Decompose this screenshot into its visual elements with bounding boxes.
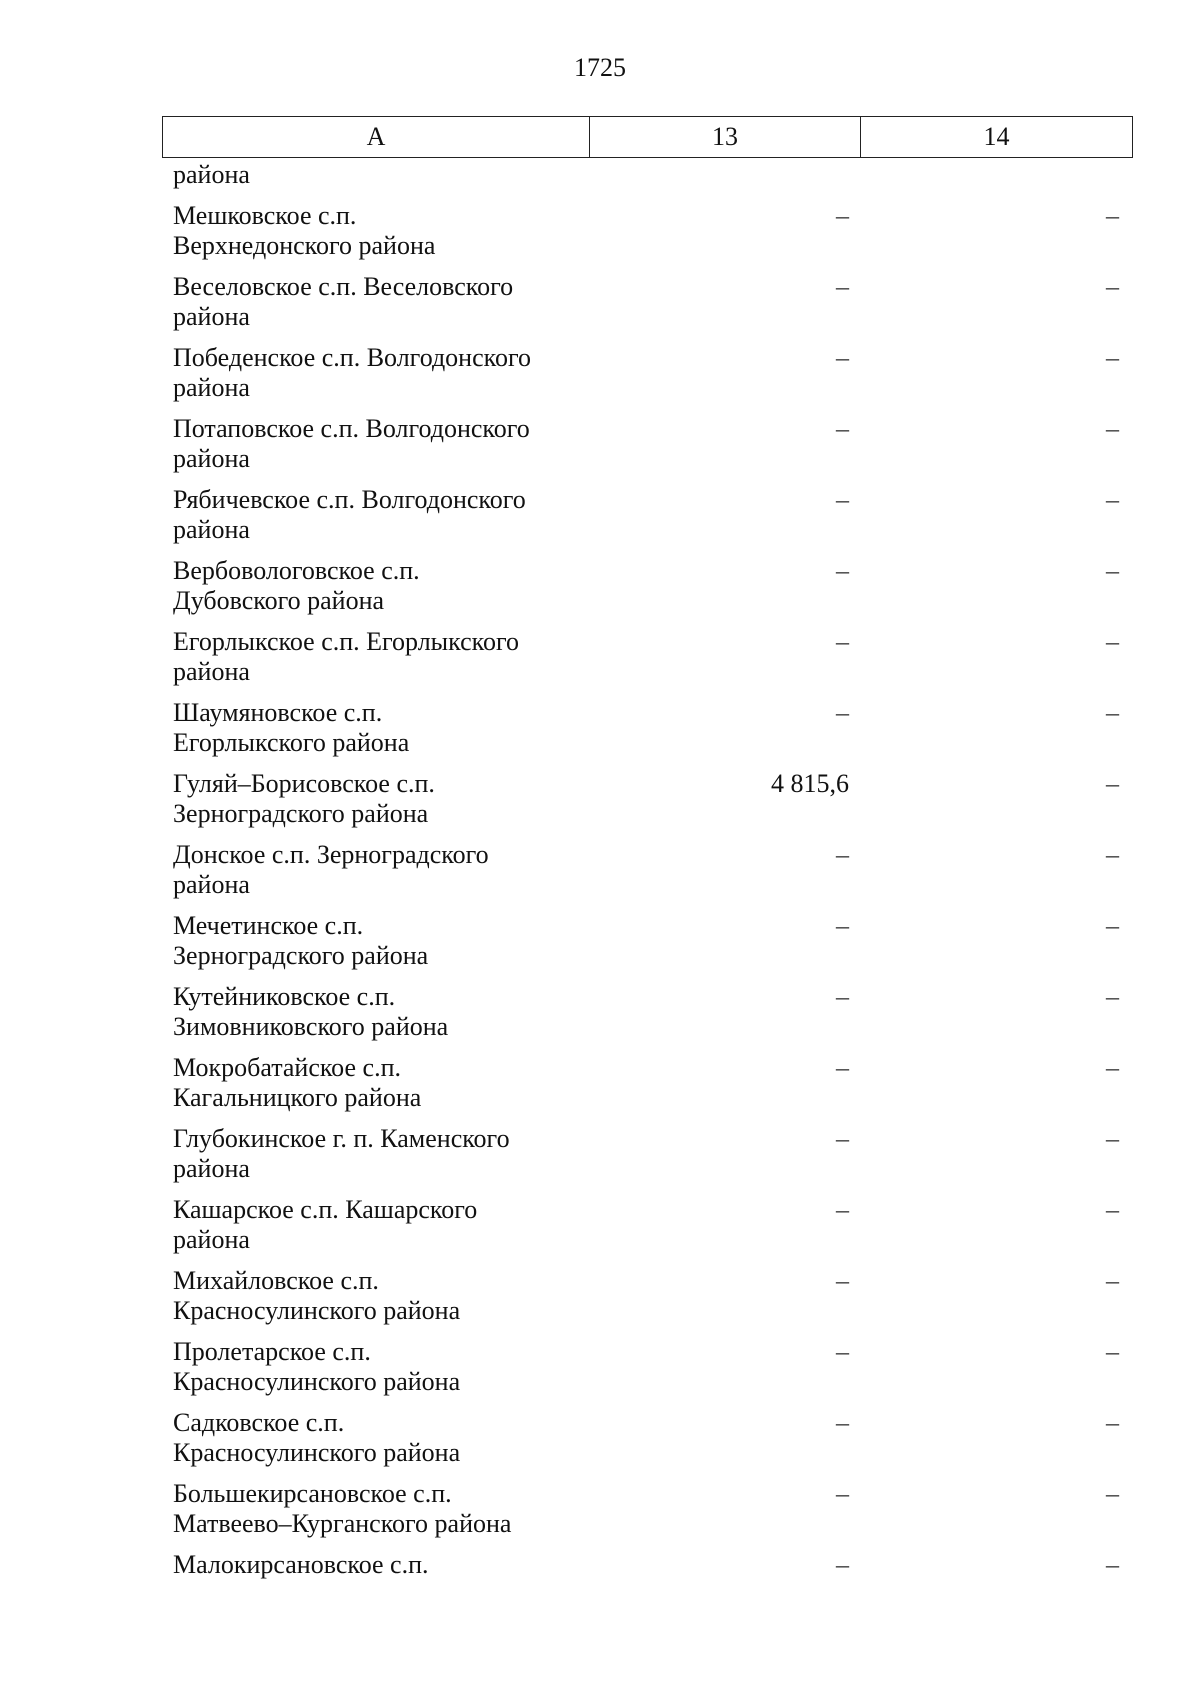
value-col-14: – (1106, 201, 1119, 230)
value-col-13: 4 815,6 (771, 769, 849, 798)
settlement-name-line-2: Зерноградского района (173, 941, 429, 970)
table-row (173, 1266, 1129, 1337)
table-row (173, 201, 1129, 272)
settlement-name-line-2: района (173, 515, 250, 544)
settlement-name-line-1: Глубокинское г. п. Каменского (173, 1124, 510, 1153)
header-col-a: А (163, 117, 590, 158)
value-col-13: – (836, 627, 849, 656)
table-row (173, 911, 1129, 982)
settlement-name-line-1: Михайловское с.п. (173, 1266, 379, 1295)
table-row (173, 769, 1129, 840)
settlement-name-line-2: Дубовского района (173, 586, 385, 615)
settlement-name-line-2: Красносулинского района (173, 1438, 461, 1467)
settlement-name-line-2: Красносулинского района (173, 1296, 461, 1325)
table-body (173, 201, 1129, 1621)
settlement-name-line-1: Веселовское с.п. Веселовского (173, 272, 514, 301)
table-row (173, 1195, 1129, 1266)
settlement-name-line-1: Вербовологовское с.п. (173, 556, 420, 585)
settlement-name-line-2: района (173, 302, 250, 331)
value-col-14: – (1106, 769, 1119, 798)
value-col-14: – (1106, 1408, 1119, 1437)
settlement-name-line-1: Садковское с.п. (173, 1408, 345, 1437)
value-col-13: – (836, 840, 849, 869)
settlement-name-line-2: Верхнедонского района (173, 231, 436, 260)
settlement-name-line-1: Победенское с.п. Волгодонского (173, 343, 531, 372)
settlement-name-line-1: Егорлыкское с.п. Егорлыкского (173, 627, 519, 656)
settlement-name-line-2: Егорлыкского района (173, 728, 410, 757)
settlement-name-line-1: Пролетарское с.п. (173, 1337, 371, 1366)
table-row (173, 414, 1129, 485)
value-col-13: – (836, 1408, 849, 1437)
table-row (173, 485, 1129, 556)
table-row (173, 840, 1129, 911)
value-col-13: – (836, 982, 849, 1011)
settlement-name-line-1: Мокробатайское с.п. (173, 1053, 401, 1082)
value-col-13: – (836, 1337, 849, 1366)
table-row (173, 556, 1129, 627)
value-col-14: – (1106, 982, 1119, 1011)
value-col-13: – (836, 556, 849, 585)
value-col-13: – (836, 1124, 849, 1153)
settlement-name-line-2: района (173, 444, 250, 473)
settlement-name-line-1: Потаповское с.п. Волгодонского (173, 414, 530, 443)
value-col-13: – (836, 343, 849, 372)
page-number: 1725 (574, 53, 626, 82)
table-row (173, 272, 1129, 343)
value-col-13: – (836, 201, 849, 230)
settlement-name-line-1: Донское с.п. Зерноградского (173, 840, 489, 869)
value-col-14: – (1106, 556, 1119, 585)
value-col-14: – (1106, 1337, 1119, 1366)
value-col-14: – (1106, 911, 1119, 940)
table-row (173, 698, 1129, 769)
continuation-text: района (173, 160, 250, 189)
value-col-13: – (836, 1195, 849, 1224)
settlement-name-line-2: Матвеево–Курганского района (173, 1509, 512, 1538)
table-row (173, 1053, 1129, 1124)
header-col-13: 13 (590, 117, 861, 158)
settlement-name-line-1: Малокирсановское с.п. (173, 1550, 429, 1579)
settlement-name-line-1: Кашарское с.п. Кашарского (173, 1195, 478, 1224)
value-col-13: – (836, 272, 849, 301)
settlement-name-line-2: района (173, 870, 250, 899)
table-row (173, 627, 1129, 698)
value-col-13: – (836, 1550, 849, 1579)
table-row (173, 982, 1129, 1053)
settlement-name-line-2: района (173, 373, 250, 402)
value-col-13: – (836, 1053, 849, 1082)
settlement-name-line-1: Шаумяновское с.п. (173, 698, 383, 727)
table-row (173, 1124, 1129, 1195)
table-row (173, 1479, 1129, 1550)
settlement-name-line-1: Рябичевское с.п. Волгодонского (173, 485, 526, 514)
value-col-14: – (1106, 698, 1119, 727)
settlement-name-line-2: Красносулинского района (173, 1367, 461, 1396)
value-col-13: – (836, 1266, 849, 1295)
value-col-14: – (1106, 272, 1119, 301)
value-col-13: – (836, 414, 849, 443)
table-header (162, 116, 1133, 158)
value-col-14: – (1106, 1053, 1119, 1082)
settlement-name-line-1: Большекирсановское с.п. (173, 1479, 452, 1508)
value-col-14: – (1106, 1479, 1119, 1508)
value-col-13: – (836, 911, 849, 940)
value-col-13: – (836, 698, 849, 727)
settlement-name-line-1: Мечетинское с.п. (173, 911, 364, 940)
settlement-name-line-1: Кутейниковское с.п. (173, 982, 396, 1011)
value-col-14: – (1106, 1550, 1119, 1579)
table-row (173, 343, 1129, 414)
table-row (173, 1408, 1129, 1479)
table-row (173, 1550, 1129, 1621)
settlement-name-line-2: Кагальницкого района (173, 1083, 422, 1112)
value-col-14: – (1106, 414, 1119, 443)
settlement-name-line-1: Мешковское с.п. (173, 201, 357, 230)
value-col-14: – (1106, 485, 1119, 514)
settlement-name-line-2: Зерноградского района (173, 799, 429, 828)
settlement-name-line-2: района (173, 1154, 250, 1183)
value-col-14: – (1106, 343, 1119, 372)
settlement-name-line-2: района (173, 657, 250, 686)
settlement-name-line-2: Зимовниковского района (173, 1012, 449, 1041)
value-col-14: – (1106, 1124, 1119, 1153)
value-col-14: – (1106, 627, 1119, 656)
table-row (173, 1337, 1129, 1408)
value-col-14: – (1106, 1195, 1119, 1224)
settlement-name-line-1: Гуляй–Борисовское с.п. (173, 769, 435, 798)
value-col-13: – (836, 1479, 849, 1508)
value-col-13: – (836, 485, 849, 514)
value-col-14: – (1106, 1266, 1119, 1295)
settlement-name-line-2: района (173, 1225, 250, 1254)
value-col-14: – (1106, 840, 1119, 869)
header-col-14: 14 (861, 117, 1133, 158)
